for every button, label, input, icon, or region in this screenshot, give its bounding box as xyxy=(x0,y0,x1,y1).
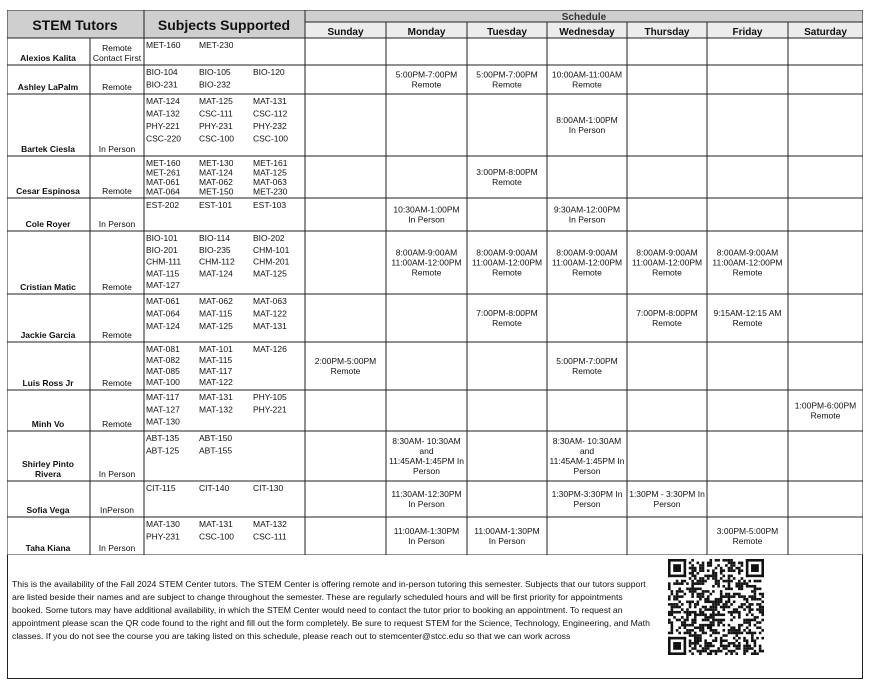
subject-code: MET-261 xyxy=(146,167,181,178)
subject-code: MAT-127 xyxy=(146,404,180,415)
subject-code: EST-101 xyxy=(199,200,233,210)
schedule-slot: 8:00AM-9:00AM xyxy=(476,247,538,258)
subject-code: MAT-124 xyxy=(199,268,233,279)
subject-code: PHY-105 xyxy=(253,392,287,402)
schedule-slot: Remote xyxy=(572,267,602,278)
subject-code: BIO-231 xyxy=(146,79,178,90)
availability-note: This is the availability of the Fall 2024 STEM Center tutors. The STEM Center is offering remote and in-person tutoring this semester. Subjects that our tutors support are listed beside their names and are subject to change throughout the semester. These are regularly scheduled hours and will be first priority for appointments booked. Some tutors may have additional availability, in which the STEM Center would need to contact the tutor prior to booking an appointment. To request an appointment please scan the QR code found to the right and fill out the form completely. Be sure to request STEM for the Science, Technology, Engineering, and Math classes. If you do not see the course you are taking listed on this schedule, please reach out to stemcenter@stcc.edu so that we can work across xyxy=(12,579,650,641)
schedule-slot: 5:00PM-7:00PM xyxy=(476,69,538,80)
schedule-slot: 11:00AM-1:30PM xyxy=(474,526,540,536)
schedule-slot: 8:00AM-9:00AM xyxy=(716,247,779,258)
schedule-slot: 11:00AM-12:00PM xyxy=(391,257,462,268)
schedule-slot: 1:30PM-3:30PM In xyxy=(551,489,623,499)
schedule-slot: Person xyxy=(653,499,681,509)
tutor-name: Cristian Matic xyxy=(20,282,76,292)
schedule-slot: 7:00PM-8:00PM xyxy=(636,308,698,318)
tutor-name: Alexios Kalita xyxy=(20,53,76,63)
schedule-slot: Remote xyxy=(732,536,763,546)
schedule-slot: Remote xyxy=(330,366,361,376)
subject-code: MAT-132 xyxy=(253,519,287,529)
schedule-slot: Remote xyxy=(411,267,442,278)
subject-code: MAT-062 xyxy=(199,296,233,306)
subject-code: MAT-101 xyxy=(199,344,233,354)
tutor-schedule-table xyxy=(7,10,863,555)
schedule-slot: In Person xyxy=(408,214,445,225)
subject-code: BIO-201 xyxy=(146,244,178,255)
tutor-name: Luis Ross Jr xyxy=(22,378,74,388)
schedule-slot: In Person xyxy=(408,499,445,509)
subject-code: PHY-232 xyxy=(253,121,287,131)
subjects-header: Subjects Supported xyxy=(157,17,291,33)
tutor-name: Taha Kiana xyxy=(25,543,71,553)
schedule-slot: 8:00AM-9:00AM xyxy=(556,247,618,258)
schedule-slot: 10:00AM-11:00AM xyxy=(551,69,623,80)
subject-code: MAT-063 xyxy=(253,177,287,187)
schedule-slot: 2:00PM-5:00PM xyxy=(314,356,377,366)
tutor-mode: Remote xyxy=(102,43,132,53)
tutor-mode: Remote xyxy=(102,419,132,429)
subject-code: MAT-131 xyxy=(199,519,233,529)
tutor-mode: Remote xyxy=(102,330,132,340)
schedule-slot: In Person xyxy=(408,536,445,546)
schedule-slot: 11:00AM-12:00PM xyxy=(712,257,783,268)
subject-code: MAT-115 xyxy=(199,308,233,319)
schedule-slot: Remote xyxy=(492,79,522,90)
schedule-slot: 7:00PM-8:00PM xyxy=(476,308,538,318)
tutor-mode: Remote xyxy=(102,186,132,196)
subject-code: MAT-064 xyxy=(146,186,180,197)
schedule-slot: 8:30AM- 10:30AM xyxy=(552,436,622,446)
subject-code: MAT-125 xyxy=(199,96,233,106)
subject-code: PHY-231 xyxy=(199,121,233,131)
subject-code: MET-230 xyxy=(199,40,234,50)
subject-code: MAT-063 xyxy=(253,296,287,306)
schedule-slot: and xyxy=(579,446,595,456)
subject-code: CSC-111 xyxy=(199,108,233,119)
schedule-slot: 11:00AM-12:00PM xyxy=(551,257,623,268)
tutor-mode: In Person xyxy=(98,219,136,229)
tutor-name: Bartek Ciesla xyxy=(21,144,75,154)
subject-code: MAT-115 xyxy=(146,268,180,279)
schedule-slot: 1:00PM-6:00PM xyxy=(794,400,857,411)
schedule-slot: 8:00AM-9:00AM xyxy=(636,247,698,258)
subject-code: MAT-126 xyxy=(253,344,287,354)
subject-code: BIO-114 xyxy=(199,233,231,243)
schedule-slot: Remote xyxy=(492,318,522,328)
schedule-slot: 11:30AM-12:30PM xyxy=(391,489,462,499)
subject-code: MAT-125 xyxy=(199,321,233,331)
schedule-slot: Remote xyxy=(492,267,522,278)
subject-code: ABT-155 xyxy=(199,445,233,456)
tutor-name: Sofia Vega xyxy=(26,505,70,515)
subject-code: MET-161 xyxy=(253,158,288,168)
schedule-slot: In Person xyxy=(488,536,526,546)
subject-code: MET-160 xyxy=(146,40,181,50)
schedule-slot: 5:00PM-7:00PM xyxy=(556,356,618,366)
subject-code: CIT-115 xyxy=(146,483,176,493)
schedule-slot: 11:45AM-1:45PM In xyxy=(389,456,464,466)
subject-code: CSC-112 xyxy=(253,108,288,119)
subject-code: MET-130 xyxy=(199,158,234,168)
schedule-slot: Person xyxy=(413,466,440,476)
subject-code: MAT-064 xyxy=(146,308,180,319)
tutor-mode: Remote xyxy=(102,378,132,388)
schedule-header: Schedule xyxy=(561,12,607,23)
schedule-slot: and xyxy=(419,446,434,456)
schedule-slot: 5:00PM-7:00PM xyxy=(395,69,458,80)
subject-code: BIO-120 xyxy=(253,67,285,77)
subject-code: MAT-081 xyxy=(146,344,180,354)
day-header-thursday: Thursday xyxy=(644,27,690,38)
subject-code: CSC-220 xyxy=(146,133,181,144)
subject-code: MET-230 xyxy=(253,186,288,197)
schedule-slot: Remote xyxy=(492,177,522,187)
tutor-name: Minh Vo xyxy=(31,419,65,429)
subject-code: CSC-100 xyxy=(199,531,234,542)
subject-code: BIO-105 xyxy=(199,67,231,77)
schedule-slot: 3:00PM-8:00PM xyxy=(476,167,538,177)
subject-code: MAT-124 xyxy=(146,321,180,331)
subject-code: PHY-231 xyxy=(146,531,180,542)
subject-code: BIO-202 xyxy=(253,233,285,243)
tutor-name: Rivera xyxy=(35,469,61,479)
subject-code: MAT-130 xyxy=(146,519,180,529)
tutor-name: Ashley LaPalm xyxy=(17,82,79,92)
subject-code: MAT-125 xyxy=(253,268,287,279)
schedule-slot: 8:00AM-9:00AM xyxy=(395,247,458,258)
day-header-saturday: Saturday xyxy=(804,27,847,38)
subject-code: MET-150 xyxy=(199,186,234,197)
subject-code: ABT-125 xyxy=(146,445,180,456)
tutor-mode: Remote xyxy=(102,82,132,92)
subject-code: CSC-100 xyxy=(253,133,288,144)
schedule-slot: Remote xyxy=(411,79,442,90)
subject-code: MAT-132 xyxy=(146,108,180,119)
tutor-mode: Remote xyxy=(102,282,132,292)
schedule-slot: 11:00AM-12:00PM xyxy=(471,257,543,268)
subject-code: MAT-061 xyxy=(146,177,180,187)
schedule-slot: Remote xyxy=(810,410,841,421)
subject-code: MAT-085 xyxy=(146,366,180,376)
schedule-slot: 3:00PM-5:00PM xyxy=(716,526,779,536)
schedule-slot: 10:30AM-1:00PM xyxy=(393,204,460,215)
schedule-slot: In Person xyxy=(568,125,606,135)
subject-code: MAT-115 xyxy=(199,355,233,365)
subject-code: BIO-101 xyxy=(146,233,178,243)
subject-code: MAT-130 xyxy=(146,416,180,427)
schedule-slot: 11:00AM-12:00PM xyxy=(631,257,703,268)
footer-note-box xyxy=(7,555,863,679)
subject-code: EST-202 xyxy=(146,200,180,210)
tutor-mode: In Person xyxy=(98,543,136,553)
subject-code: MET-160 xyxy=(146,158,181,168)
schedule-slot: Remote xyxy=(732,267,763,278)
subject-code: MAT-061 xyxy=(146,296,180,306)
subject-code: MAT-125 xyxy=(253,167,287,178)
subject-code: PHY-221 xyxy=(253,404,287,415)
subject-code: BIO-235 xyxy=(199,244,231,255)
subject-code: ABT-150 xyxy=(199,433,233,443)
subject-code: BIO-104 xyxy=(146,67,178,77)
subject-code: MAT-131 xyxy=(199,392,233,402)
schedule-slot: Remote xyxy=(572,366,602,376)
subject-code: CHM-101 xyxy=(253,244,290,255)
schedule-slot: In Person xyxy=(568,214,606,225)
subject-code: MAT-062 xyxy=(199,177,233,187)
subject-code: MAT-117 xyxy=(199,366,233,376)
subject-code: ABT-135 xyxy=(146,433,180,443)
subject-code: MAT-131 xyxy=(253,96,287,106)
subject-code: PHY-221 xyxy=(146,121,180,131)
subject-code: CIT-130 xyxy=(253,483,284,493)
schedule-slot: 9:30AM-12:00PM xyxy=(553,204,621,215)
subject-code: MAT-100 xyxy=(146,377,180,387)
schedule-slot: Person xyxy=(573,466,601,476)
tutor-mode: Contact First xyxy=(92,53,142,63)
subject-code: MAT-122 xyxy=(199,377,233,387)
tutor-name: Cesar Espinosa xyxy=(16,186,80,196)
subject-code: CHM-201 xyxy=(253,256,290,267)
schedule-slot: Remote xyxy=(652,267,682,278)
subject-code: CHM-111 xyxy=(146,256,182,267)
schedule-slot: 11:45AM-1:45PM In xyxy=(549,456,625,466)
subject-code: MAT-131 xyxy=(253,321,287,331)
tutor-mode: In Person xyxy=(98,469,136,479)
subject-code: MAT-124 xyxy=(146,96,180,106)
schedule-slot: Remote xyxy=(572,79,602,90)
tutors-header: STEM Tutors xyxy=(32,17,118,33)
subject-code: CHM-112 xyxy=(199,256,235,267)
subject-code: CIT-140 xyxy=(199,483,230,493)
day-header-sunday: Sunday xyxy=(327,27,364,38)
subject-code: MAT-082 xyxy=(146,355,180,365)
subject-code: MAT-127 xyxy=(146,280,180,291)
tutor-name: Jackie Garcia xyxy=(20,330,76,340)
schedule-slot: Person xyxy=(573,499,601,509)
subject-code: CSC-100 xyxy=(199,133,234,144)
schedule-slot: 11:00AM-1:30PM xyxy=(393,526,460,536)
schedule-slot: 9:15AM-12:15 AM xyxy=(713,308,782,318)
day-header-tuesday: Tuesday xyxy=(487,27,527,38)
schedule-slot: 8:30AM- 10:30AM xyxy=(392,436,461,446)
subject-code: EST-103 xyxy=(253,200,287,210)
subject-code: CSC-111 xyxy=(253,531,287,542)
day-header-monday: Monday xyxy=(407,27,446,38)
schedule-slot: 1:30PM - 3:30PM In xyxy=(629,489,705,499)
subject-code: MAT-117 xyxy=(146,392,180,402)
schedule-slot: Remote xyxy=(732,318,763,328)
qr-code-icon[interactable] xyxy=(668,559,764,655)
subject-code: MAT-124 xyxy=(199,167,233,178)
tutor-name: Cole Royer xyxy=(25,219,71,229)
tutor-mode: InPerson xyxy=(99,505,135,515)
schedule-slot: Remote xyxy=(652,318,682,328)
subject-code: MAT-132 xyxy=(199,404,233,415)
day-header-wednesday: Wednesday xyxy=(559,27,615,38)
subject-code: MAT-122 xyxy=(253,308,287,319)
day-header-friday: Friday xyxy=(732,27,763,38)
subject-code: BIO-232 xyxy=(199,79,231,90)
schedule-slot: 8:00AM-1:00PM xyxy=(556,115,618,125)
tutor-mode: In Person xyxy=(98,144,136,154)
tutor-name: Shirley Pinto xyxy=(22,459,74,469)
